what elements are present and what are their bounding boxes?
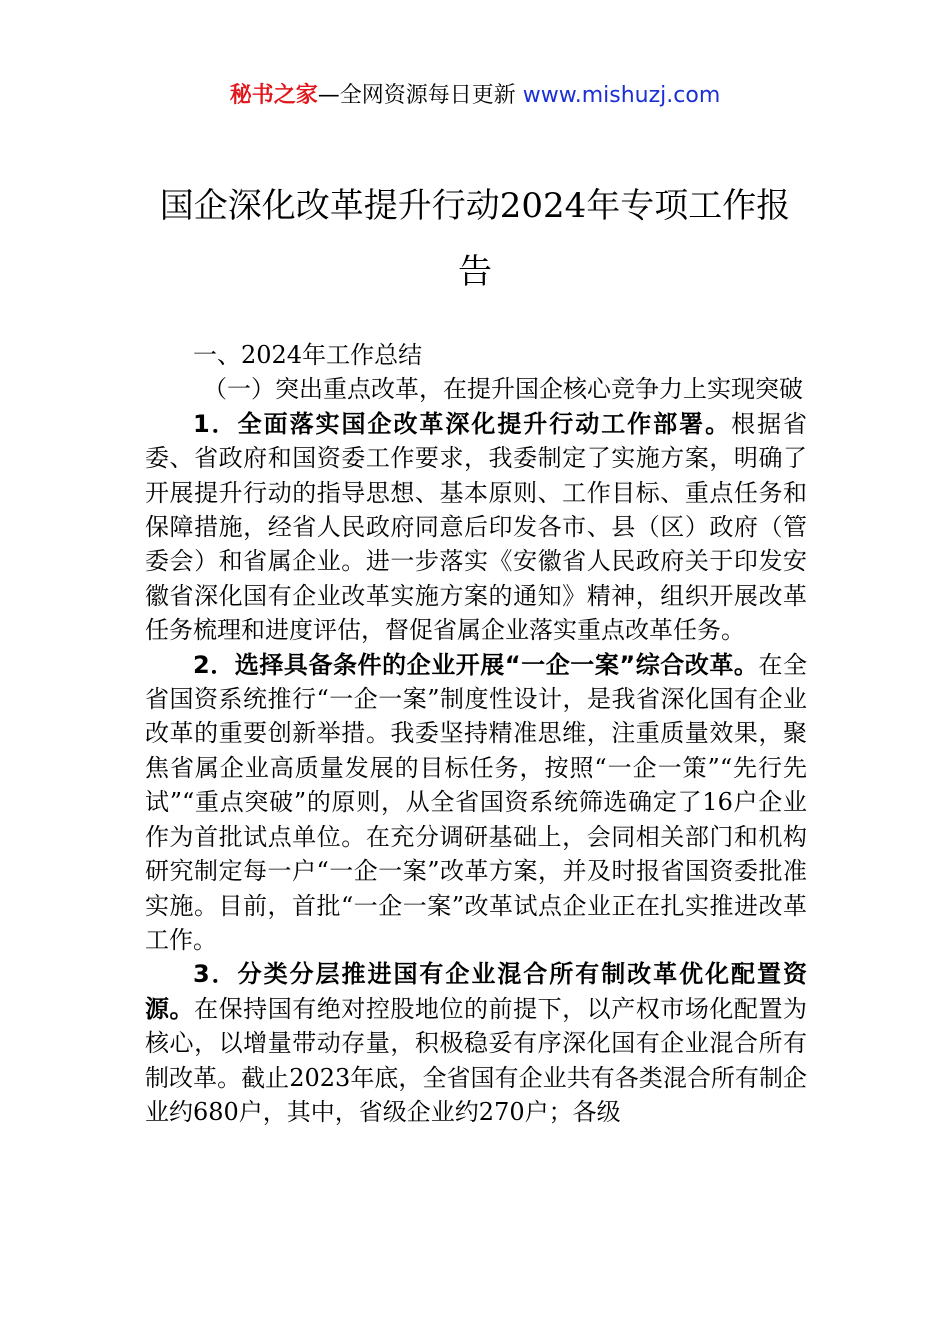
site-tagline: —全网资源每日更新	[317, 83, 516, 108]
site-url-link[interactable]: www.mishuzj.com	[522, 83, 721, 108]
paragraph-3	[145, 957, 807, 1129]
paragraph-text: 在全省国资系统推行“一企一案”制度性设计，是我省深化国有企业改革的重要创新举措。我委坚持精准思维，注重质量效果，聚焦省属企业高质量发展的目标任务，按照“一企一策”“先行先试”“重点突破”的原则，从全省国资系统筛选确定了16户企业作为首批试点单位。在充分调研基础上，会同相关部门和机构研究制定每一户“一企一案”改革方案，并及时报省国资委批准实施。目前，首批“一企一案”改革试点企业正在扎实推进改革工作。	[145, 650, 808, 954]
site-header	[0, 80, 950, 112]
paragraph-text: 根据省委、省政府和国资委工作要求，我委制定了实施方案，明确了开展提升行动的指导思想、基本原则、工作目标、重点任务和保障措施，经省人民政府同意后印发各市、县（区）政府（管委会）和省属企业。进一步落实《安徽省人民政府关于印发安徽省深化国有企业改革实施方案的通知》精神，组织开展改革任务梳理和进度评估，督促省属企业落实重点改革任务。	[145, 409, 808, 645]
subsection-heading: （一）突出重点改革，在提升国企核心竞争力上实现突破	[203, 375, 803, 404]
paragraph-lead: 1．全面落实国企改革深化提升行动工作部署。	[193, 409, 732, 438]
paragraph-lead: 3．分类分层推进国有企业混合所有制改革优化配置资源。	[145, 960, 807, 1023]
document-body	[145, 338, 807, 1129]
paragraph-1	[145, 407, 807, 648]
paragraph-lead: 2．选择具备条件的企业开展“一企一案”综合改革。	[193, 650, 759, 679]
document-title: 国企深化改革提升行动2024年专项工作报告	[159, 186, 791, 292]
section-heading: 一、2024年工作总结	[193, 341, 423, 369]
paragraph-2	[145, 648, 807, 958]
site-brand: 秘书之家	[229, 83, 318, 108]
paragraph-text: 在保持国有绝对控股地位的前提下，以产权市场化配置为核心，以增量带动存量，积极稳妥有序深化国有企业混合所有制改革。截止2023年底，全省国有企业共有各类混合所有制企业约680户，其中，省级企业约270户；各级	[145, 994, 807, 1126]
